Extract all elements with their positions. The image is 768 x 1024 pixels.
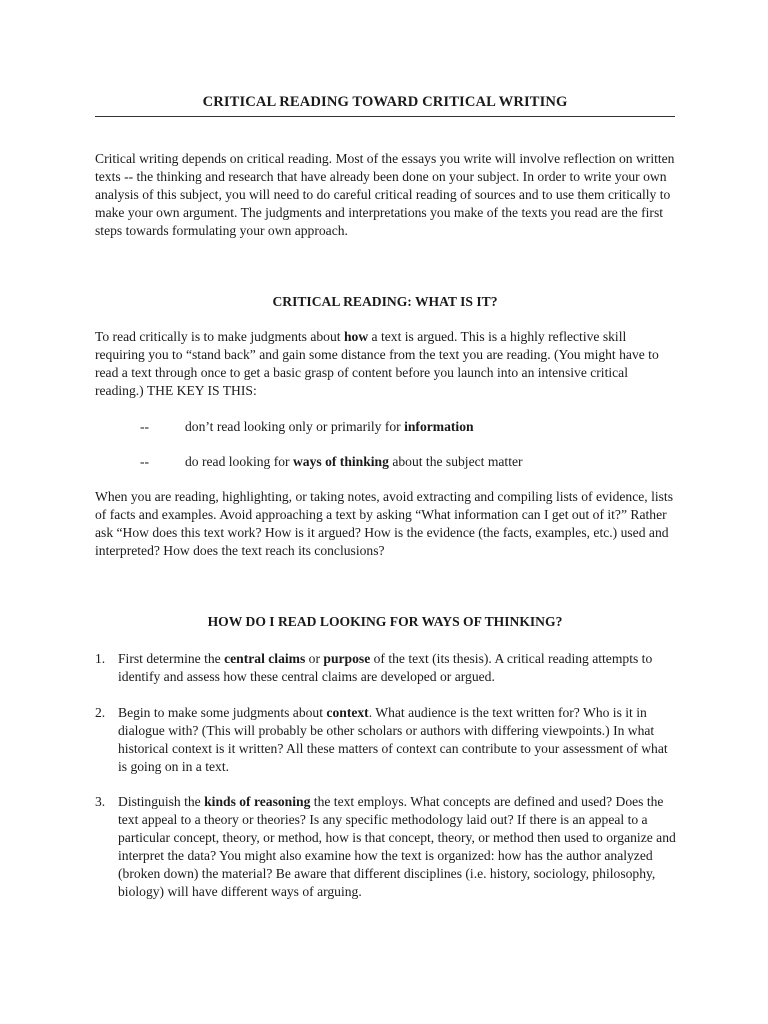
- item-bold-context: context: [326, 705, 369, 720]
- item-text: [118, 793, 678, 900]
- numbered-item-3: [95, 793, 675, 900]
- item-number: 1.: [95, 651, 106, 666]
- bullet-bold: information: [404, 419, 474, 434]
- bullet-dash: --: [140, 454, 150, 469]
- item-text: [118, 704, 678, 776]
- document-title: CRITICAL READING TOWARD CRITICAL WRITING: [202, 94, 568, 110]
- item-text-part: or: [305, 651, 324, 666]
- numbered-item-1: [95, 650, 675, 686]
- title-underline: [95, 116, 675, 117]
- p1-bold-how: how: [343, 329, 369, 344]
- item-text-part: of the text (its thesis). A critical reading attempts to identify and assess how these central claims are developed or argued.: [118, 651, 653, 684]
- item-text: [118, 650, 678, 686]
- bullet-text: [185, 453, 523, 471]
- p1-text-after: a text is argued. This is a highly reflective skill requiring you to “stand back” and gain some distance from the text you are reading. (You might have to read a text through once to get a basic grasp of content before you launch into an intensive critical reading.) THE KEY IS THIS:: [95, 329, 659, 398]
- item-number: 2.: [95, 705, 106, 720]
- item-text-part: First determine the: [118, 651, 225, 666]
- item-bold-central-claims: central claims: [224, 651, 306, 666]
- item-text-part: . What audience is the text written for? Who is it in dialogue with? (This will probably be other scholars or authors with differing viewpoints.) In what historical context is it written? All these matters of context can contribute to your assessment of what is going on in a text.: [118, 705, 668, 774]
- item-bold-purpose: purpose: [323, 651, 371, 666]
- item-bold-kinds-of-reasoning: kinds of reasoning: [204, 794, 311, 809]
- intro-paragraph: Critical writing depends on critical reading. Most of the essays you write will involve reflection on written texts -- the thinking and research that have already been done on your subject. In order to write your own analysis of this subject, you will need to do careful critical reading of sources and to use them critically to make your own argument. The judgments and interpretations you make of the texts you read are the first steps towards formulating your own approach.: [95, 151, 675, 238]
- p1-text-before: To read critically is to make judgments about: [95, 329, 344, 344]
- section-heading-critical-reading: CRITICAL READING: WHAT IS IT?: [272, 294, 498, 309]
- numbered-item-2: [95, 704, 675, 776]
- item-text-part: Begin to make some judgments about: [118, 705, 327, 720]
- section-heading-ways-of-thinking: HOW DO I READ LOOKING FOR WAYS OF THINKING?: [207, 614, 563, 629]
- reading-advice-paragraph: When you are reading, highlighting, or taking notes, avoid extracting and compiling lists of evidence, lists of facts and examples. Avoid approaching a text by asking “What information can I get out of it?” Rather ask “How does this text work? How is it argued? How is the evidence (the facts, examples, etc.) used and interpreted? How does the text reach its conclusions?: [95, 489, 673, 558]
- bullet-text-before: don’t read looking only or primarily for: [185, 419, 405, 434]
- item-text-part: Distinguish the: [118, 794, 205, 809]
- bullet-text-after: about the subject matter: [388, 454, 523, 469]
- bullet-bold: ways of thinking: [292, 454, 389, 469]
- bullet-text: [185, 418, 474, 436]
- bullet-dash: --: [140, 419, 150, 434]
- item-text-part: the text employs. What concepts are defined and used? Does the text appeal to a theory or theories? Is any specific methodology laid out? If there is an appeal to a particular concept, theory, or method, how is that concept, theory, or method then used to organize and interpret the data? You might also examine how the text is organized: how has the author analyzed (broken down) the material? Be aware that different disciplines (i.e. history, sociology, philosophy, biology) will have different ways of arguing.: [118, 794, 676, 899]
- critical-reading-paragraph: [95, 328, 675, 400]
- item-number: 3.: [95, 794, 106, 809]
- bullet-text-before: do read looking for: [185, 454, 293, 469]
